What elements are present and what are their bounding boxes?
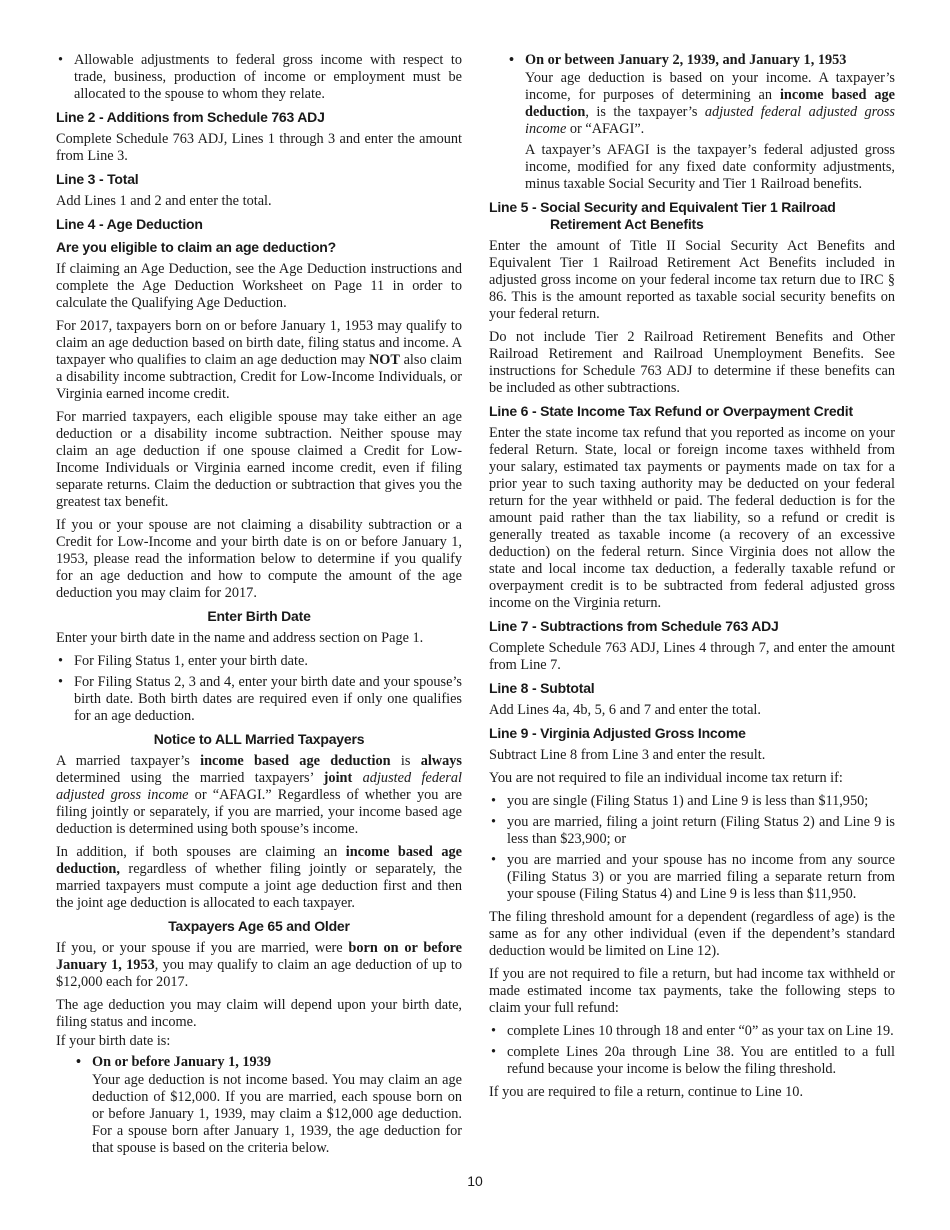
refund-steps-list — [489, 1023, 895, 1078]
between-paragraph: A taxpayer’s AFAGI is the taxpayer’s federal adjusted gross income, modified for any fixed date conformity adjustments, minus taxable Social Security and Tier 1 Railroad benefits. — [525, 142, 895, 192]
line8-text: Add Lines 4a, 4b, 5, 6 and 7 and enter the total. — [489, 702, 761, 718]
line9-heading: Line 9 - Virginia Adjusted Gross Income — [489, 725, 746, 741]
left-column — [56, 52, 462, 1157]
line6-heading: Line 6 - State Income Tax Refund or Overpayment Credit — [489, 403, 853, 419]
between-lead: • On or between January 2, 1939, and January 1, 1953 — [507, 52, 895, 69]
married-notice-paragraph: In addition, if both spouses are claiming an income based age deduction, regardless of whether filing jointly or separately, the married taxpayers must compute a joint age deduction first and then the joint age deduction is allocated to each taxpayer. — [56, 844, 462, 911]
list-item: • complete Lines 10 through 18 and enter “0” as your tax on Line 19. — [489, 1023, 895, 1040]
list-item: • For Filing Status 1, enter your birth date. — [56, 653, 462, 670]
list-item: • you are single (Filing Status 1) and Line 9 is less than $11,950; — [489, 793, 895, 810]
list-item: • For Filing Status 2, 3 and 4, enter your birth date and your spouse’s birth date. Both birth dates are required even if only one qualifies for an age deduction. — [56, 674, 462, 725]
birth-date-text: Enter your birth date in the name and address section on Page 1. — [56, 630, 424, 646]
list-item: • complete Lines 20a through Line 38. You are entitled to a full refund because your income is below the filing threshold. — [489, 1044, 895, 1078]
married-notice-heading: Notice to ALL Married Taxpayers — [153, 731, 365, 747]
between-paragraph: Your age deduction is based on your income. A taxpayer’s income, for purposes of determining an income based age deduction, is the taxpayer’s adjusted federal adjusted gross income or “AFAGI”. — [525, 70, 895, 137]
line2-heading: Line 2 - Additions from Schedule 763 ADJ — [56, 109, 325, 125]
line9-paragraph: Subtract Line 8 from Line 3 and enter the result. — [489, 747, 766, 763]
eligibility-paragraph: For 2017, taxpayers born on or before January 1, 1953 may qualify to claim an age deduction based on birth date, filing status and income. A taxpayer who qualifies to claim an age deduction may NOT also claim a disability income subtraction, Credit for Low-Income Individuals, or Virginia earned income credit. — [56, 318, 463, 402]
line3-text: Add Lines 1 and 2 and enter the total. — [56, 193, 272, 209]
line8-heading: Line 8 - Subtotal — [489, 680, 595, 696]
before-1939-lead: • On or before January 1, 1939 — [74, 1054, 462, 1071]
married-notice-paragraph: A married taxpayer’s income based age deduction is always determined using the married taxpayers’ joint adjusted federal adjusted gross income or “AFAGI.” Regardless of whether you are filing jointly or separately, if you are married, your income based age deduction is determined using both spouse’s income. — [56, 753, 463, 837]
line5-paragraph: Do not include Tier 2 Railroad Retirement Benefits and Other Railroad Retirement and Railroad Unemployment Benefits. See instructions for Schedule 763 ADJ to determine if these benefits can be included as other subtractions. — [489, 329, 895, 396]
line3-heading: Line 3 - Total — [56, 171, 139, 187]
line5-heading: Line 5 - Social Security and Equivalent Tier 1 Railroad Retirement Act Benefits — [489, 199, 836, 232]
list-item: • Allowable adjustments to federal gross income with respect to trade, business, production of income or employment must be allocated to the spouse to whom they relate. — [56, 52, 462, 103]
line7-text: Complete Schedule 763 ADJ, Lines 4 through 7, and enter the amount from Line 7. — [489, 640, 895, 673]
right-column — [489, 52, 895, 1107]
list-item: • you are married, filing a joint return (Filing Status 2) and Line 9 is less than $23,900; or — [489, 814, 895, 848]
line9-paragraph: You are not required to file an individual income tax return if: — [489, 770, 843, 786]
line5-paragraph: Enter the amount of Title II Social Security Act Benefits and Equivalent Tier 1 Railroad Retirement Act Benefits included in adjusted gross income on your federal income tax return due to IRC § 86. This is the amount reported as taxable social security benefits on your federal return. — [489, 238, 895, 322]
age65-heading: Taxpayers Age 65 and Older — [168, 918, 350, 934]
before-1939-item — [56, 1054, 462, 1157]
filing-requirement-list — [489, 793, 895, 903]
line9-paragraph: The filing threshold amount for a dependent (regardless of age) is the same as for any other individual (even if the dependent’s standard deduction would be limited on Line 12). — [489, 909, 895, 959]
eligibility-paragraph: If you or your spouse are not claiming a disability subtraction or a Credit for Low-Income and your birth date is on or before January 1, 1953, please read the information below to determine if you qualify for an age deduction and how to compute the amount of the age deduction you may claim for 2017. — [56, 517, 462, 601]
line9-paragraph: If you are required to file a return, continue to Line 10. — [489, 1084, 804, 1100]
eligibility-paragraph: For married taxpayers, each eligible spouse may take either an age deduction or a disability income subtraction. Neither spouse may claim an age deduction if one spouse claimed a Credit for Low-Income Individuals or Virginia earned income credit, even if filing separate returns. Claim the deduction or subtraction that gives you the greatest tax benefit. — [56, 409, 462, 510]
birth-date-heading: Enter Birth Date — [207, 608, 311, 624]
age65-paragraph: If your birth date is: — [56, 1033, 171, 1049]
eligibility-paragraph: If claiming an Age Deduction, see the Age Deduction instructions and complete the Age Deduction Worksheet on Page 11 in order to calculate the Qualifying Age Deduction. — [56, 261, 462, 311]
line9-paragraph: If you are not required to file a return, but had income tax withheld or made estimated income tax payments, take the following steps to claim your full refund: — [489, 966, 895, 1016]
eligibility-heading: Are you eligible to claim an age deduction? — [56, 239, 337, 255]
line6-text: Enter the state income tax refund that you reported as income on your federal Return. State, local or foreign income taxes withheld from your salary, estimated tax payments or payments made on tax for a prior year to such taxing authority may be deducted on your federal return for the year withheld or paid. The federal deduction is for the amount paid rather than the tax liability, so a refund or credit is generally treated as taxable income (a recovery of an excessive deduction) on the federal return. Since Virginia does not allow the state and local income tax deduction, a federally taxable refund or overpayment credit is to be subtracted from federal adjusted gross income on the Virginia return. — [489, 425, 895, 611]
line7-heading: Line 7 - Subtractions from Schedule 763 ADJ — [489, 618, 779, 634]
page-number: 10 — [467, 1173, 483, 1189]
between-1939-1953-item — [489, 52, 895, 193]
age65-paragraph: The age deduction you may claim will depend upon your birth date, filing status and income. — [56, 997, 462, 1030]
age65-paragraph: If you, or your spouse if you are married, were born on or before January 1, 1953, you may qualify to claim an age deduction of up to $12,000 each for 2017. — [56, 940, 462, 990]
line4-heading: Line 4 - Age Deduction — [56, 216, 203, 232]
line2-text: Complete Schedule 763 ADJ, Lines 1 through 3 and enter the amount from Line 3. — [56, 131, 462, 164]
birth-date-list — [56, 653, 462, 725]
before-1939-text: Your age deduction is not income based. You may claim an age deduction of $12,000. If you are married, each spouse born on or before January 1, 1939, may claim a $12,000 age deduction. For a spouse born after January 1, 1939, the age deduction for that spouse is based on the criteria below. — [92, 1072, 462, 1156]
intro-bullet-list — [56, 52, 462, 103]
list-item: • you are married and your spouse has no income from any source (Filing Status 3) or you are married filing a separate return from your spouse (Filing Status 4) and Line 9 is less than $11,950. — [489, 852, 895, 903]
